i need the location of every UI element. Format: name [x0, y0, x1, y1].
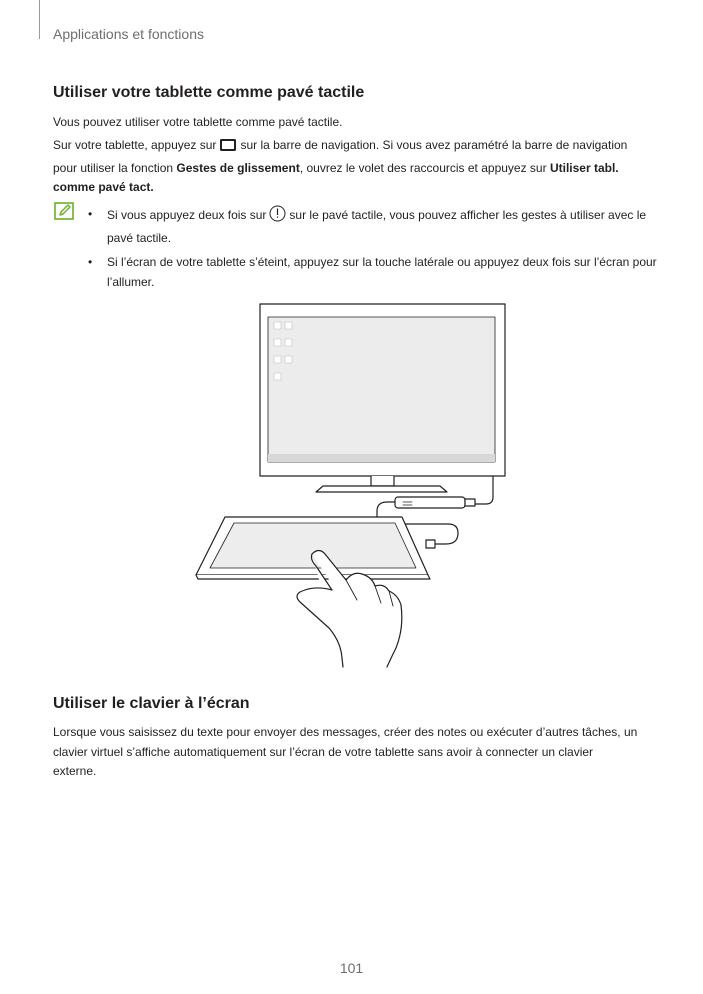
- monitor-tablet-illustration: [190, 300, 520, 675]
- note-item: • Si vous appuyez deux fois sur sur le pavé tactile, vous pouvez afficher les gestes à utiliser avec le pavé tactile.: [88, 207, 647, 245]
- intro-paragraph: Vous pouvez utiliser votre tablette comme pavé tactile.: [53, 115, 343, 129]
- note-list: [88, 205, 658, 297]
- page-number: 101: [339, 960, 364, 976]
- note-pencil-icon: [54, 202, 74, 225]
- chapter-header: Applications et fonctions: [53, 26, 204, 42]
- section-title-keyboard: Utiliser le clavier à l’écran: [53, 695, 250, 712]
- instruction-paragraph: Sur votre tablette, appuyez sur sur la barre de navigation. Si vous avez paramétré la barre de navigation pour utiliser la fonction Gestes de glissement, ouvrez le volet des raccourcis et appuyez sur Utiliser tabl. comme pavé tact.: [53, 138, 628, 194]
- touchpad-mode-icon: [219, 138, 237, 159]
- section-title-touchpad: Utiliser votre tablette comme pavé tactile: [53, 84, 365, 101]
- page-margin-rule: [39, 0, 40, 39]
- exclamation-circle-icon: [269, 205, 286, 229]
- note-item: • Si l’écran de votre tablette s’éteint, appuyez sur la touche latérale ou appuyez deux fois sur l’écran pour l’allumer.: [88, 255, 657, 289]
- keyboard-paragraph: Lorsque vous saisissez du texte pour envoyer des messages, créer des notes ou exécuter d’autres tâches, un clavier virtuel s’affiche automatiquement sur l’écran de votre tablette sans avoir à connecter un clavier externe.: [53, 725, 638, 778]
